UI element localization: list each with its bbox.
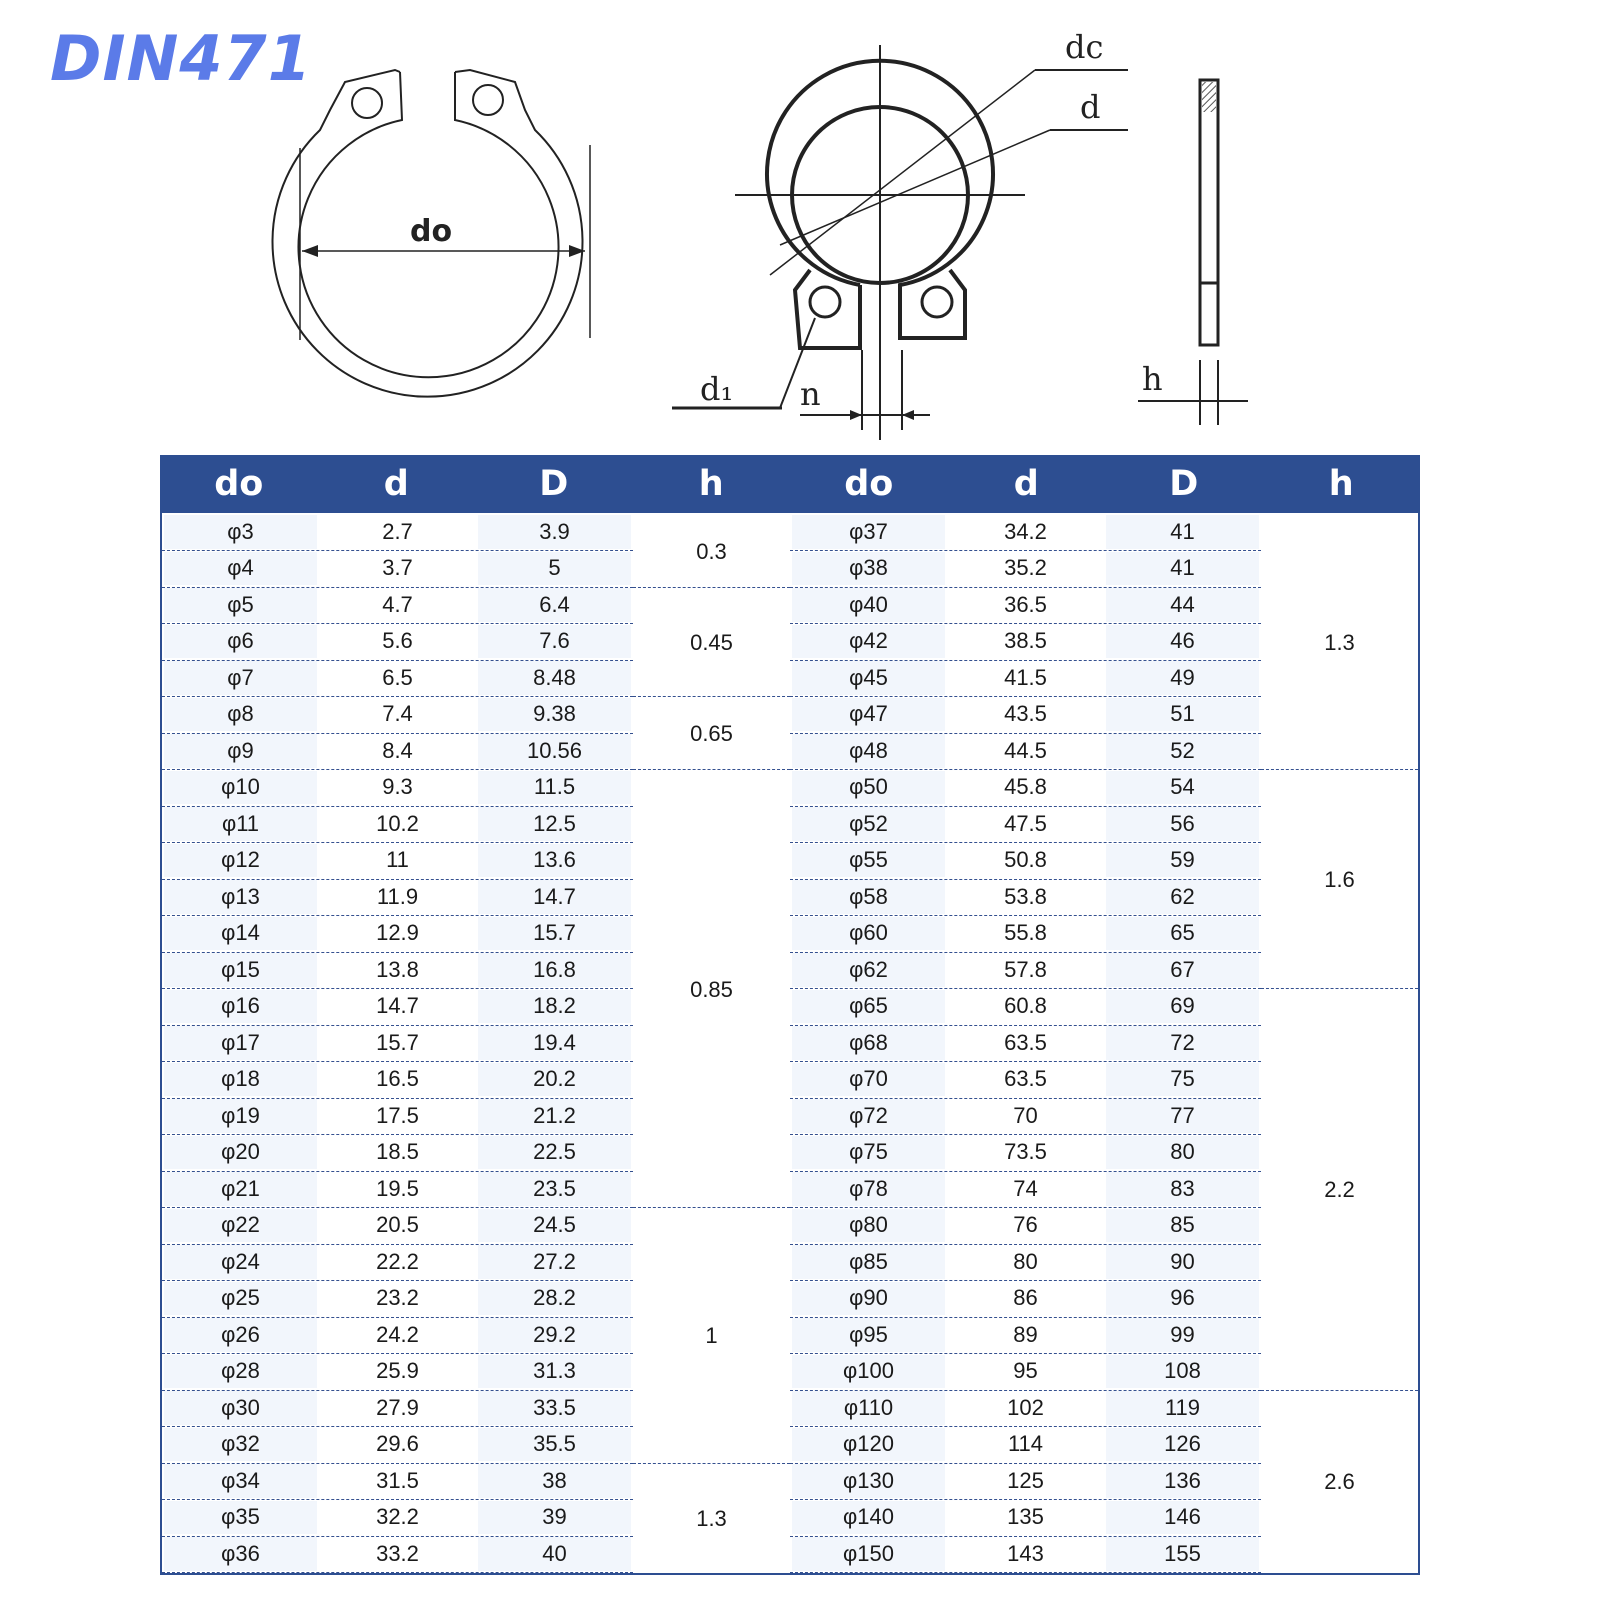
right-cell-D: 46: [1106, 625, 1259, 659]
right-cell-d: 50.8: [1004, 847, 1047, 873]
table-body: [160, 513, 1420, 1575]
left-cell-d: 16.5: [376, 1066, 419, 1092]
right-cell-do: φ90: [792, 1282, 945, 1316]
right-cell-do: φ80: [792, 1209, 945, 1243]
right-cell-D: 54: [1106, 771, 1259, 805]
right-cell-D: 136: [1106, 1464, 1259, 1498]
right-cell-D: 44: [1106, 588, 1259, 622]
left-cell-d: 14.7: [376, 993, 419, 1019]
right-cell-d: 57.8: [1004, 956, 1047, 982]
header-D-left: D: [539, 464, 569, 504]
left-cell-do: φ32: [164, 1428, 317, 1462]
left-cell-D: 35.5: [478, 1428, 631, 1462]
left-cell-do: φ22: [164, 1209, 317, 1243]
drawing-canvas: [0, 0, 1600, 445]
right-cell-do: φ95: [792, 1318, 945, 1352]
right-cell-D: 49: [1106, 661, 1259, 695]
left-cell-d: 4.7: [382, 591, 413, 617]
right-h-group: 1.3: [1324, 629, 1355, 655]
left-cell-d: 29.6: [376, 1431, 419, 1457]
n-dimension-label: n: [800, 375, 821, 413]
page-title: DIN471: [50, 22, 312, 95]
left-cell-D: 28.2: [478, 1282, 631, 1316]
right-cell-d: 47.5: [1004, 810, 1047, 836]
right-cell-do: φ62: [792, 953, 945, 987]
right-cell-D: 56: [1106, 807, 1259, 841]
right-cell-d: 63.5: [1004, 1029, 1047, 1055]
left-cell-d: 20.5: [376, 1212, 419, 1238]
right-cell-D: 75: [1106, 1063, 1259, 1097]
left-cell-do: φ17: [164, 1026, 317, 1060]
left-cell-do: φ9: [164, 734, 317, 768]
right-cell-do: φ45: [792, 661, 945, 695]
right-cell-do: φ70: [792, 1063, 945, 1097]
left-cell-do: φ34: [164, 1464, 317, 1498]
left-cell-do: φ24: [164, 1245, 317, 1279]
left-cell-d: 15.7: [376, 1029, 419, 1055]
left-cell-do: φ4: [164, 552, 317, 586]
left-cell-do: φ5: [164, 588, 317, 622]
left-cell-d: 19.5: [376, 1175, 419, 1201]
right-cell-d: 44.5: [1004, 737, 1047, 763]
left-cell-d: 32.2: [376, 1504, 419, 1530]
header-do-right: do: [844, 464, 894, 504]
right-cell-do: φ52: [792, 807, 945, 841]
header-d-left: d: [383, 464, 409, 504]
left-cell-d: 25.9: [376, 1358, 419, 1384]
left-cell-d: 18.5: [376, 1139, 419, 1165]
right-cell-D: 51: [1106, 698, 1259, 732]
right-cell-D: 65: [1106, 917, 1259, 951]
left-cell-D: 7.6: [478, 625, 631, 659]
left-cell-do: φ18: [164, 1063, 317, 1097]
right-cell-D: 108: [1106, 1355, 1259, 1389]
right-cell-do: φ150: [792, 1537, 945, 1571]
left-cell-d: 2.7: [382, 518, 413, 544]
right-cell-D: 90: [1106, 1245, 1259, 1279]
dc-dimension-label: dc: [1065, 28, 1104, 66]
table-header: [160, 455, 1420, 513]
left-cell-d: 33.2: [376, 1540, 419, 1566]
left-cell-d: 11.9: [376, 883, 419, 909]
right-cell-d: 36.5: [1004, 591, 1047, 617]
d1-dimension-label: d₁: [700, 370, 734, 408]
left-h-group: 1.3: [696, 1505, 727, 1531]
left-cell-D: 39: [478, 1501, 631, 1535]
left-cell-d: 27.9: [376, 1394, 419, 1420]
right-cell-do: φ130: [792, 1464, 945, 1498]
left-cell-d: 11: [386, 847, 409, 873]
right-cell-D: 99: [1106, 1318, 1259, 1352]
left-cell-d: 7.4: [382, 701, 413, 727]
right-cell-d: 35.2: [1004, 555, 1047, 581]
right-cell-d: 41.5: [1004, 664, 1047, 690]
left-cell-d: 17.5: [376, 1102, 419, 1128]
left-cell-D: 3.9: [478, 515, 631, 549]
left-cell-d: 8.4: [382, 737, 413, 763]
right-cell-D: 77: [1106, 1099, 1259, 1133]
circlip-dimension-view: [672, 45, 1128, 440]
right-cell-d: 63.5: [1004, 1066, 1047, 1092]
left-cell-D: 19.4: [478, 1026, 631, 1060]
right-cell-d: 38.5: [1004, 628, 1047, 654]
left-cell-D: 5: [478, 552, 631, 586]
right-cell-d: 60.8: [1004, 993, 1047, 1019]
right-cell-D: 119: [1106, 1391, 1259, 1425]
left-cell-d: 12.9: [376, 920, 419, 946]
left-cell-D: 29.2: [478, 1318, 631, 1352]
left-cell-D: 14.7: [478, 880, 631, 914]
right-cell-D: 59: [1106, 844, 1259, 878]
right-cell-d: 43.5: [1004, 701, 1047, 727]
left-cell-do: φ11: [164, 807, 317, 841]
left-cell-do: φ36: [164, 1537, 317, 1571]
left-cell-do: φ25: [164, 1282, 317, 1316]
right-cell-d: 125: [1007, 1467, 1044, 1493]
right-cell-d: 86: [1013, 1285, 1038, 1311]
right-cell-do: φ48: [792, 734, 945, 768]
right-cell-D: 69: [1106, 990, 1259, 1024]
right-cell-d: 70: [1013, 1102, 1038, 1128]
right-cell-do: φ65: [792, 990, 945, 1024]
right-cell-D: 41: [1106, 515, 1259, 549]
right-cell-d: 143: [1007, 1540, 1044, 1566]
left-cell-D: 10.56: [478, 734, 631, 768]
right-cell-d: 102: [1007, 1394, 1044, 1420]
right-cell-do: φ100: [792, 1355, 945, 1389]
left-cell-d: 22.2: [376, 1248, 419, 1274]
left-cell-D: 24.5: [478, 1209, 631, 1243]
right-cell-d: 53.8: [1004, 883, 1047, 909]
left-cell-do: φ19: [164, 1099, 317, 1133]
right-h-group: 2.6: [1324, 1469, 1355, 1495]
right-cell-do: φ140: [792, 1501, 945, 1535]
left-cell-D: 21.2: [478, 1099, 631, 1133]
right-cell-d: 135: [1007, 1504, 1044, 1530]
left-cell-d: 3.7: [382, 555, 413, 581]
left-h-group: 0.85: [690, 976, 733, 1002]
row-divider: [162, 1572, 633, 1573]
technical-drawings: [0, 0, 1600, 445]
left-cell-D: 33.5: [478, 1391, 631, 1425]
left-cell-d: 9.3: [382, 774, 413, 800]
left-h-group: 1: [705, 1323, 718, 1349]
left-h-group: 0.45: [690, 629, 733, 655]
right-cell-D: 67: [1106, 953, 1259, 987]
right-cell-do: φ85: [792, 1245, 945, 1279]
header-h-left: h: [698, 464, 724, 504]
left-cell-do: φ28: [164, 1355, 317, 1389]
do-dimension-label: do: [410, 214, 453, 249]
left-cell-D: 12.5: [478, 807, 631, 841]
right-cell-do: φ72: [792, 1099, 945, 1133]
right-cell-D: 62: [1106, 880, 1259, 914]
right-cell-d: 55.8: [1004, 920, 1047, 946]
right-h-group: 2.2: [1324, 1177, 1355, 1203]
left-cell-do: φ21: [164, 1172, 317, 1206]
left-cell-D: 6.4: [478, 588, 631, 622]
right-cell-do: φ60: [792, 917, 945, 951]
left-cell-do: φ8: [164, 698, 317, 732]
right-cell-do: φ75: [792, 1136, 945, 1170]
right-cell-D: 146: [1106, 1501, 1259, 1535]
right-cell-do: φ68: [792, 1026, 945, 1060]
left-cell-D: 16.8: [478, 953, 631, 987]
left-cell-do: φ10: [164, 771, 317, 805]
right-cell-do: φ110: [792, 1391, 945, 1425]
left-cell-do: φ7: [164, 661, 317, 695]
left-cell-d: 23.2: [376, 1285, 419, 1311]
left-cell-do: φ20: [164, 1136, 317, 1170]
left-cell-do: φ6: [164, 625, 317, 659]
right-cell-d: 45.8: [1004, 774, 1047, 800]
left-cell-d: 13.8: [376, 956, 419, 982]
dimension-table: [160, 455, 1420, 1577]
h-dimension-label: h: [1142, 360, 1163, 398]
left-cell-d: 31.5: [376, 1467, 419, 1493]
left-cell-do: φ16: [164, 990, 317, 1024]
right-cell-do: φ40: [792, 588, 945, 622]
right-cell-d: 34.2: [1004, 518, 1047, 544]
right-cell-D: 80: [1106, 1136, 1259, 1170]
row-divider: [790, 1572, 1261, 1573]
left-cell-do: φ26: [164, 1318, 317, 1352]
left-cell-D: 27.2: [478, 1245, 631, 1279]
header-do-left: do: [214, 464, 264, 504]
left-cell-D: 13.6: [478, 844, 631, 878]
header-d-right: d: [1013, 464, 1039, 504]
right-cell-do: φ37: [792, 515, 945, 549]
right-cell-do: φ38: [792, 552, 945, 586]
left-cell-do: φ13: [164, 880, 317, 914]
left-h-group: 0.3: [696, 538, 727, 564]
right-cell-do: φ58: [792, 880, 945, 914]
right-cell-D: 72: [1106, 1026, 1259, 1060]
left-cell-D: 15.7: [478, 917, 631, 951]
right-cell-D: 52: [1106, 734, 1259, 768]
left-cell-do: φ15: [164, 953, 317, 987]
left-cell-D: 9.38: [478, 698, 631, 732]
left-cell-D: 18.2: [478, 990, 631, 1024]
left-cell-do: φ3: [164, 515, 317, 549]
right-cell-d: 80: [1013, 1248, 1038, 1274]
right-cell-d: 95: [1013, 1358, 1038, 1384]
header-D-right: D: [1169, 464, 1199, 504]
left-cell-do: φ12: [164, 844, 317, 878]
left-cell-D: 20.2: [478, 1063, 631, 1097]
left-cell-d: 24.2: [376, 1321, 419, 1347]
d-dimension-label: d: [1080, 88, 1101, 126]
left-cell-D: 11.5: [478, 771, 631, 805]
left-cell-D: 23.5: [478, 1172, 631, 1206]
left-cell-d: 5.6: [382, 628, 413, 654]
right-cell-do: φ47: [792, 698, 945, 732]
right-cell-D: 155: [1106, 1537, 1259, 1571]
left-cell-D: 22.5: [478, 1136, 631, 1170]
left-h-group: 0.65: [690, 721, 733, 746]
right-cell-d: 73.5: [1004, 1139, 1047, 1165]
header-h-right: h: [1328, 464, 1354, 504]
left-cell-do: φ30: [164, 1391, 317, 1425]
right-cell-do: φ55: [792, 844, 945, 878]
right-cell-d: 114: [1007, 1431, 1044, 1457]
right-cell-D: 126: [1106, 1428, 1259, 1462]
right-cell-d: 74: [1013, 1175, 1038, 1201]
left-cell-D: 8.48: [478, 661, 631, 695]
right-cell-do: φ50: [792, 771, 945, 805]
right-h-group: 1.6: [1324, 867, 1355, 892]
left-cell-D: 31.3: [478, 1355, 631, 1389]
right-cell-do: φ42: [792, 625, 945, 659]
right-cell-D: 83: [1106, 1172, 1259, 1206]
right-cell-do: φ78: [792, 1172, 945, 1206]
right-cell-D: 41: [1106, 552, 1259, 586]
left-cell-do: φ14: [164, 917, 317, 951]
left-cell-D: 38: [478, 1464, 631, 1498]
right-cell-do: φ120: [792, 1428, 945, 1462]
right-cell-d: 76: [1013, 1212, 1038, 1238]
right-cell-d: 89: [1013, 1321, 1038, 1347]
left-cell-d: 10.2: [376, 810, 419, 836]
left-cell-D: 40: [478, 1537, 631, 1571]
left-cell-do: φ35: [164, 1501, 317, 1535]
right-cell-D: 96: [1106, 1282, 1259, 1316]
right-cell-D: 85: [1106, 1209, 1259, 1243]
left-cell-d: 6.5: [382, 664, 413, 690]
